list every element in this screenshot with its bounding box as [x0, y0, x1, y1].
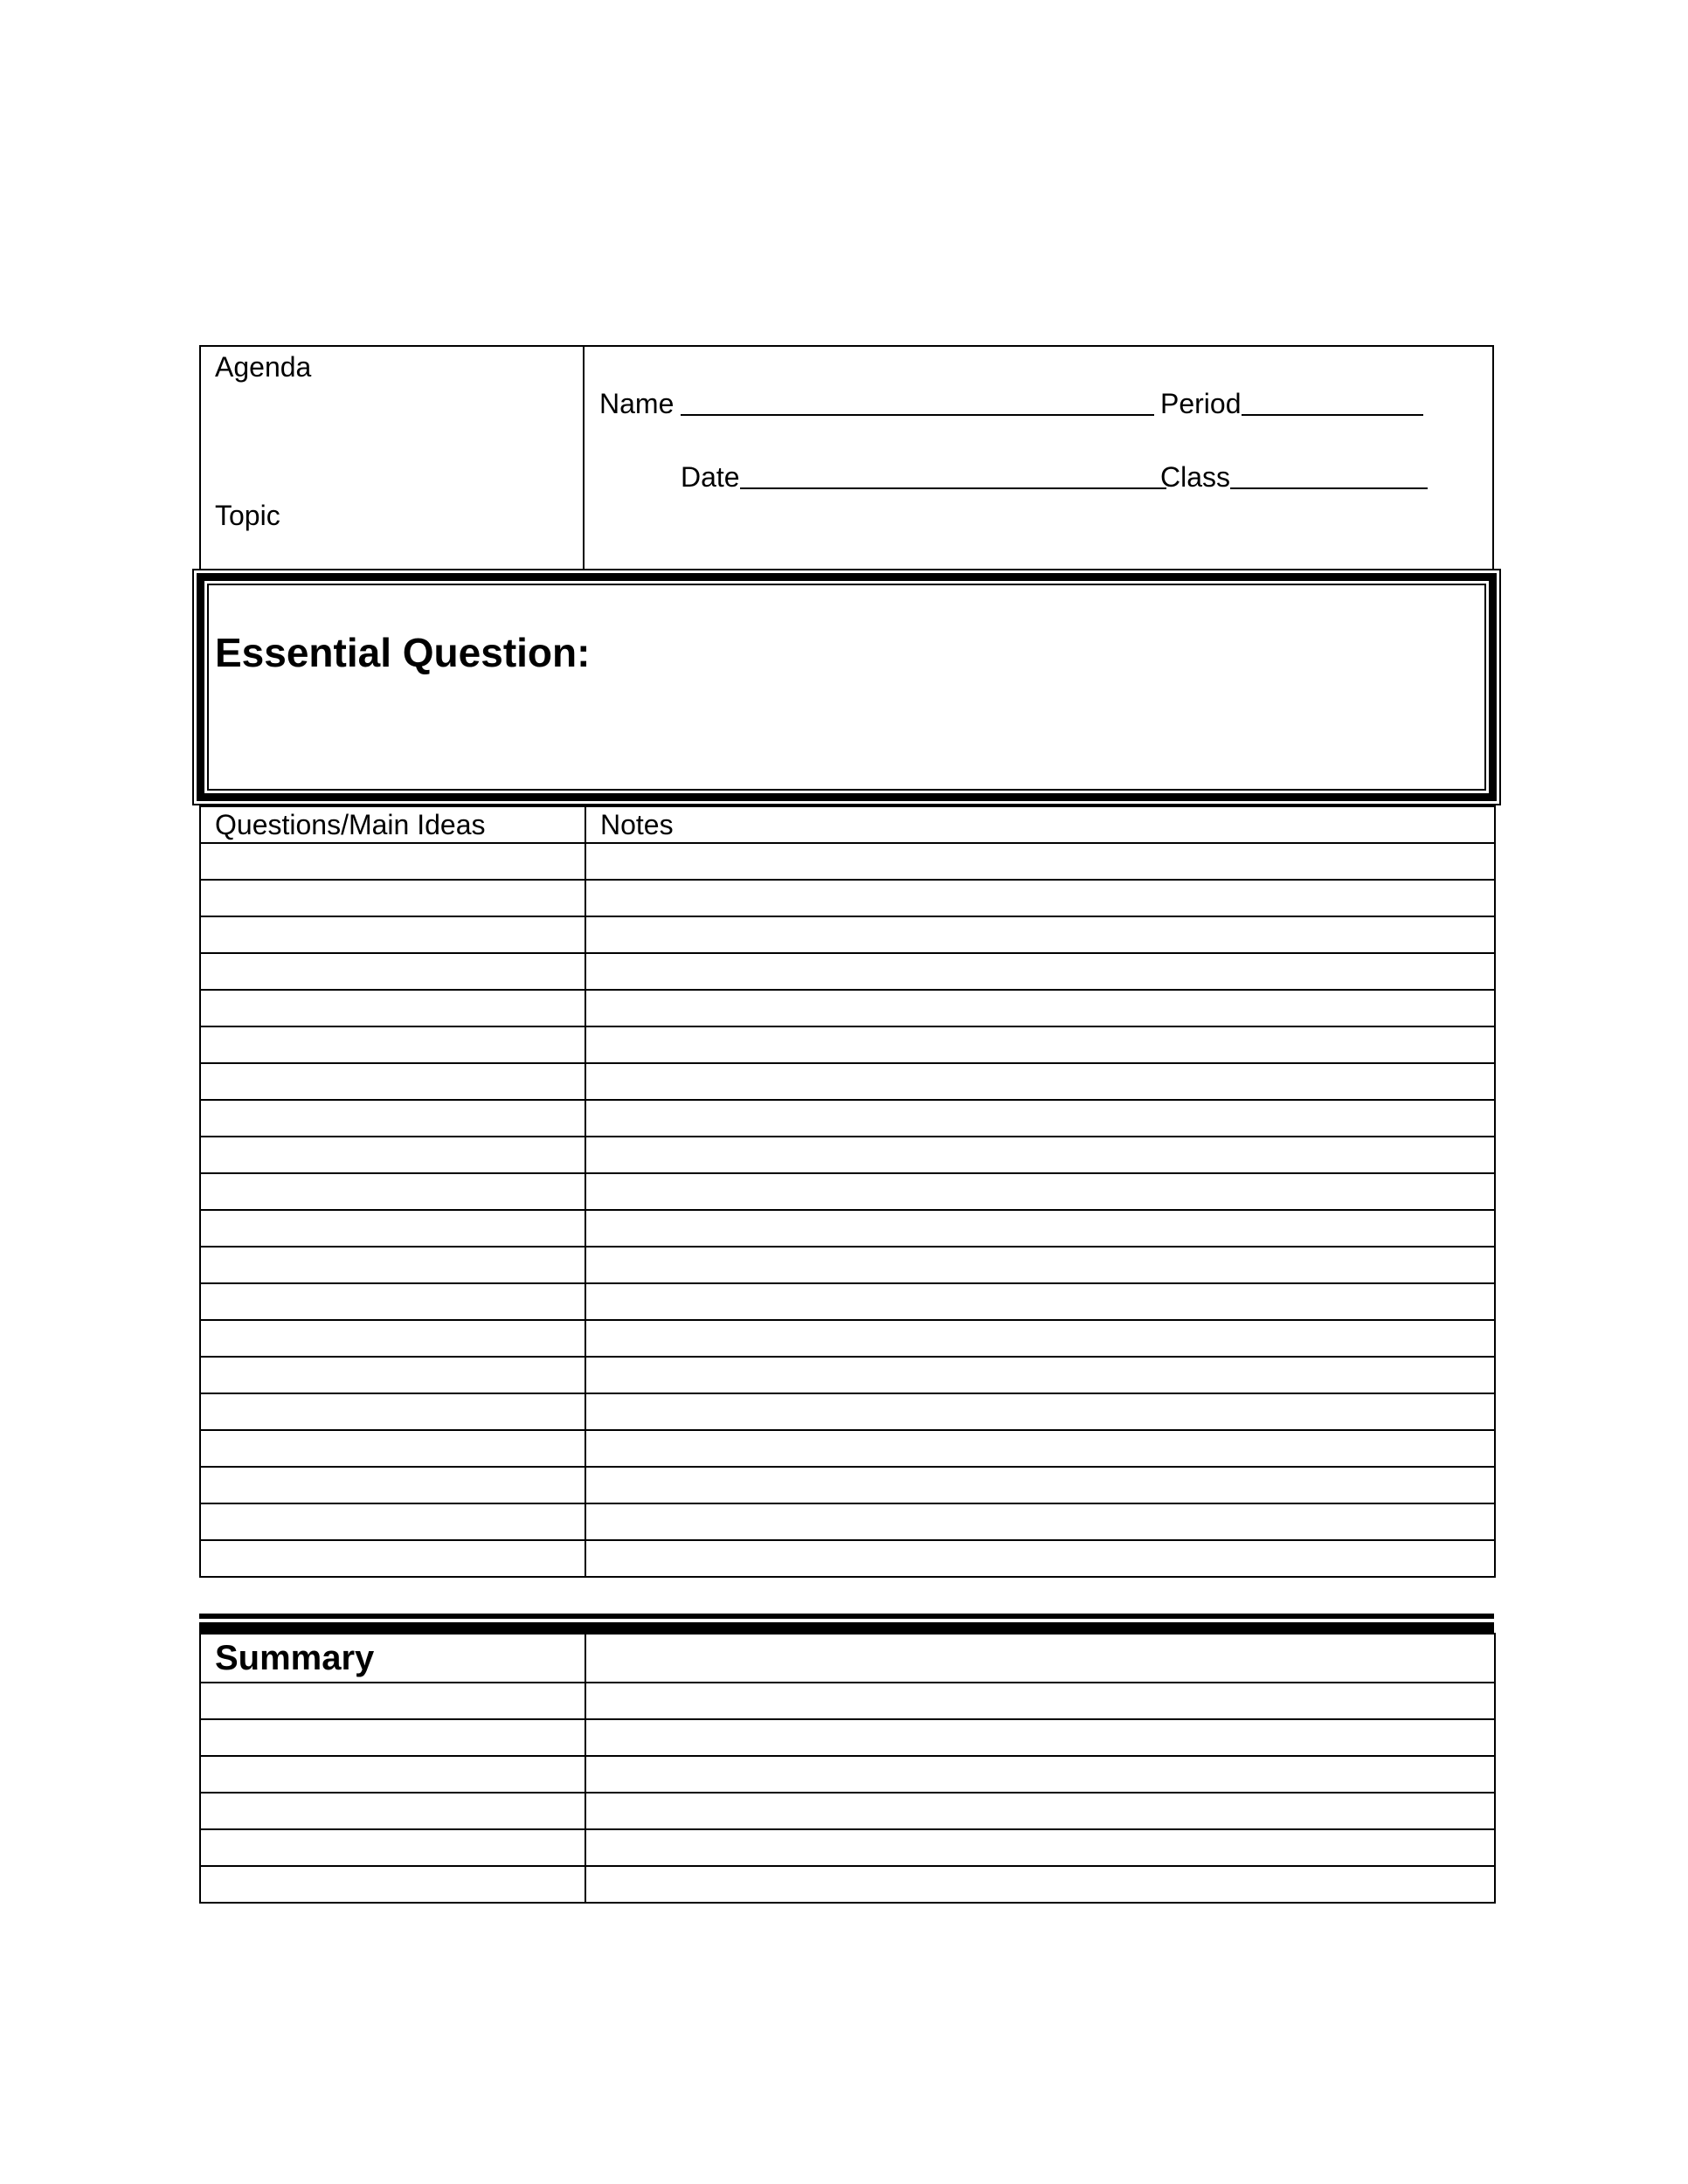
notes-header: Notes	[585, 806, 1495, 843]
date-field[interactable]	[681, 461, 1166, 493]
main-idea-cell[interactable]	[200, 1430, 585, 1467]
notes-cell[interactable]	[585, 1247, 1495, 1283]
main-idea-cell[interactable]	[200, 1320, 585, 1357]
table-row	[200, 1467, 1495, 1503]
summary-cell[interactable]	[200, 1866, 585, 1903]
summary-cell[interactable]	[585, 1634, 1495, 1683]
notes-header-row	[200, 806, 1495, 843]
table-row	[200, 880, 1495, 916]
name-field[interactable]	[599, 388, 1154, 419]
main-idea-cell[interactable]	[200, 1063, 585, 1100]
notes-cell[interactable]	[585, 1467, 1495, 1503]
table-row	[200, 1137, 1495, 1173]
notes-cell[interactable]	[585, 880, 1495, 916]
summary-cell[interactable]	[585, 1683, 1495, 1719]
table-row	[200, 1283, 1495, 1320]
main-idea-cell[interactable]	[200, 1210, 585, 1247]
notes-cell[interactable]	[585, 953, 1495, 990]
header-divider	[583, 345, 585, 570]
main-idea-cell[interactable]	[200, 953, 585, 990]
table-row	[200, 1026, 1495, 1063]
notes-cell[interactable]	[585, 1320, 1495, 1357]
notes-cell[interactable]	[585, 1540, 1495, 1577]
period-line[interactable]	[1242, 414, 1423, 416]
summary-cell[interactable]	[585, 1719, 1495, 1756]
table-row	[200, 1719, 1495, 1756]
notes-cell[interactable]	[585, 1210, 1495, 1247]
table-row	[200, 1247, 1495, 1283]
notes-cell[interactable]	[585, 1283, 1495, 1320]
notes-cell[interactable]	[585, 1063, 1495, 1100]
summary-table	[199, 1633, 1496, 1904]
main-idea-cell[interactable]	[200, 990, 585, 1026]
summary-cell[interactable]	[585, 1756, 1495, 1793]
notes-cell[interactable]	[585, 1173, 1495, 1210]
notes-cell[interactable]	[585, 1393, 1495, 1430]
table-row	[200, 1357, 1495, 1393]
name-line[interactable]	[681, 414, 1154, 416]
notes-cell[interactable]	[585, 1100, 1495, 1137]
table-row	[200, 1756, 1495, 1793]
summary-cell[interactable]	[200, 1683, 585, 1719]
main-idea-cell[interactable]	[200, 1467, 585, 1503]
table-row	[200, 1503, 1495, 1540]
period-label: Period	[1160, 388, 1242, 419]
table-row	[200, 1430, 1495, 1467]
summary-cell[interactable]	[585, 1866, 1495, 1903]
table-row	[200, 1063, 1495, 1100]
table-row	[200, 990, 1495, 1026]
table-row	[200, 843, 1495, 880]
table-row	[200, 1866, 1495, 1903]
main-idea-cell[interactable]	[200, 843, 585, 880]
summary-cell[interactable]	[200, 1829, 585, 1866]
main-idea-cell[interactable]	[200, 1173, 585, 1210]
date-line[interactable]	[740, 487, 1166, 489]
main-idea-cell[interactable]	[200, 880, 585, 916]
summary-title: Summary	[215, 1639, 375, 1677]
table-row	[200, 1173, 1495, 1210]
class-label: Class	[1160, 461, 1231, 493]
main-idea-cell[interactable]	[200, 1283, 585, 1320]
table-row	[200, 1210, 1495, 1247]
notes-cell[interactable]	[585, 1137, 1495, 1173]
notes-table	[199, 805, 1496, 1578]
summary-separator-gap	[199, 1619, 1494, 1622]
header-box	[199, 345, 1494, 570]
notes-cell[interactable]	[585, 990, 1495, 1026]
summary-cell[interactable]	[200, 1756, 585, 1793]
questions-main-ideas-header: Questions/Main Ideas	[200, 806, 585, 843]
table-row	[200, 1793, 1495, 1829]
notes-cell[interactable]	[585, 916, 1495, 953]
date-label: Date	[681, 461, 740, 493]
summary-cell[interactable]	[585, 1829, 1495, 1866]
notes-cell[interactable]	[585, 1026, 1495, 1063]
main-idea-cell[interactable]	[200, 1503, 585, 1540]
summary-title-cell	[200, 1634, 585, 1683]
main-idea-cell[interactable]	[200, 1247, 585, 1283]
table-row	[200, 1393, 1495, 1430]
period-field[interactable]	[1160, 388, 1423, 419]
notes-cell[interactable]	[585, 843, 1495, 880]
table-row	[200, 1100, 1495, 1137]
topic-label: Topic	[215, 500, 280, 531]
table-row	[200, 953, 1495, 990]
notes-cell[interactable]	[585, 1503, 1495, 1540]
notes-cell[interactable]	[585, 1430, 1495, 1467]
summary-cell[interactable]	[200, 1719, 585, 1756]
table-row	[200, 916, 1495, 953]
name-label: Name	[599, 388, 675, 419]
class-line[interactable]	[1230, 487, 1428, 489]
notes-cell[interactable]	[585, 1357, 1495, 1393]
table-row	[200, 1320, 1495, 1357]
summary-header-row	[200, 1634, 1495, 1683]
table-row	[200, 1683, 1495, 1719]
main-idea-cell[interactable]	[200, 1393, 585, 1430]
essential-question-box[interactable]	[207, 584, 1486, 791]
main-idea-cell[interactable]	[200, 1100, 585, 1137]
summary-cell[interactable]	[585, 1793, 1495, 1829]
main-idea-cell[interactable]	[200, 1357, 585, 1393]
essential-question-title: Essential Question:	[215, 630, 591, 675]
agenda-label: Agenda	[215, 351, 312, 383]
summary-separator	[199, 1614, 1494, 1633]
table-row	[200, 1540, 1495, 1577]
main-idea-cell[interactable]	[200, 916, 585, 953]
main-idea-cell[interactable]	[200, 1026, 585, 1063]
table-row	[200, 1829, 1495, 1866]
summary-cell[interactable]	[200, 1793, 585, 1829]
main-idea-cell[interactable]	[200, 1540, 585, 1577]
class-field[interactable]	[1160, 461, 1428, 493]
main-idea-cell[interactable]	[200, 1137, 585, 1173]
